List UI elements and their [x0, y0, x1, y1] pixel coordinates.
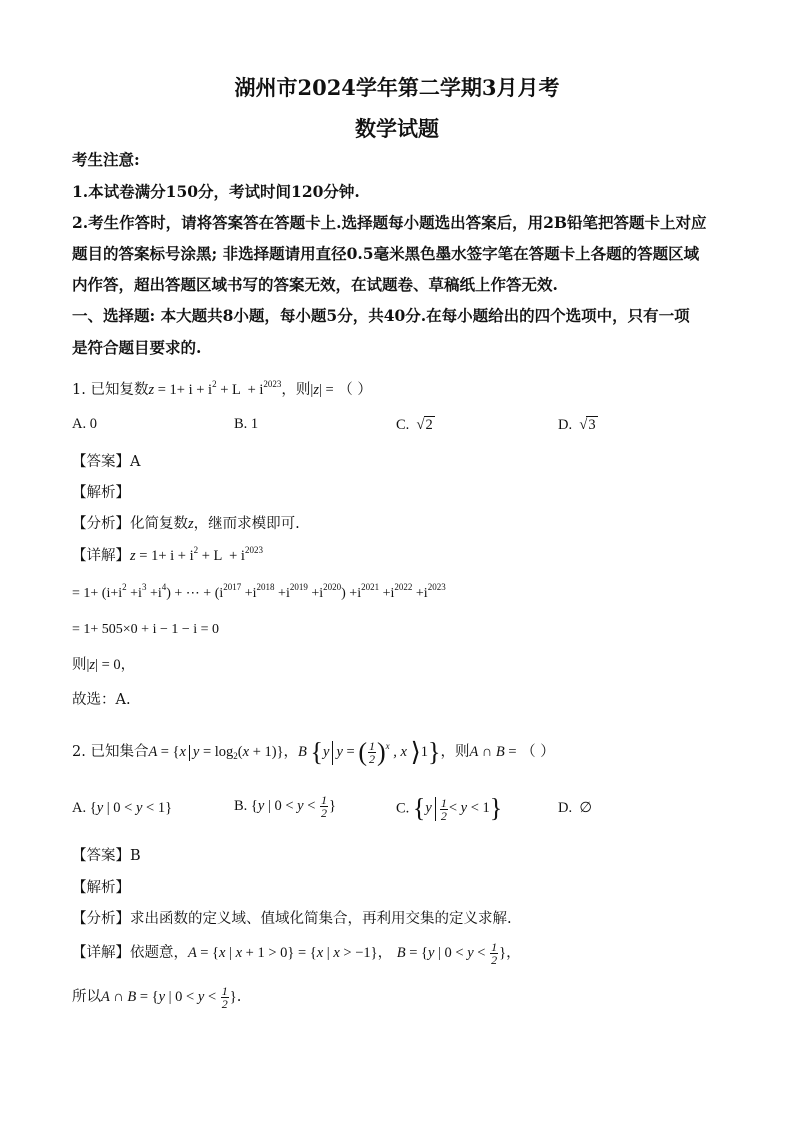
section-heading-line-2: 是符合题目要求的. [72, 338, 202, 357]
q1-option-d: D. √3 [558, 417, 596, 433]
q2-fenxi: 【分析】求出函数的定义域、值域化简集合，再利用交集的定义求解. [72, 911, 512, 927]
notice-item-1: 1.本试卷满分150分，考试时间120分钟. [72, 182, 360, 201]
notice-item-2-line-1: 2.考生作答时，请将答案答在答题卡上.选择题每小题选出答案后，用2B铅笔把答题卡上对应 [72, 213, 707, 232]
q1-formula: $z = 1+ i + i^2 + L + i^{2023}$ [148, 379, 282, 398]
q2-analysis-tag: 【解析】 [72, 880, 130, 896]
q2-detail: 【详解】依题意，A = {x | x + 1 > 0} = {x | x > −1}， B = {y | 0 < y < $\frac{1}{2}$ }， [72, 940, 521, 968]
exam-title: 湖州市2024学年第二学期3月月考 [234, 75, 560, 100]
q1-conclusion: 则|z| = 0， [72, 657, 136, 673]
notice-item-2-line-2: 题目的答案标号涂黑; 非选择题请用直径0.5毫米黑色墨水签字笔在答题卡上各题的答题区域 [72, 244, 700, 263]
q1-detail: 【详解】$z = 1+ i + i^2 + L + i^{2023}$ [72, 545, 263, 564]
notice-item-2-line-3: 内作答，超出答题区域书写的答案无效，在试题卷、草稿纸上作答无效. [72, 275, 558, 294]
section-heading-line-1: 一、选择题: 本大题共8小题，每小题5分，共40分.在每小题给出的四个选项中，只有一项 [72, 306, 690, 325]
q1-modulus: |z| = [310, 382, 334, 398]
q1-step-1: = $1+ (i+i^2 +i^3 +i^4)$ + ⋯ + $(i^{2017} +i^{2018} +i^{2019} +i^{2020}) +i^{2021} +i^{2022} +i^{2023}$ [72, 582, 446, 601]
q1-step-2: = 1+ 505×0 + i − 1 − i = 0 [72, 622, 220, 637]
q1-option-c: C. √2 [396, 417, 433, 433]
q1-analysis-tag: 【解析】 [72, 485, 130, 501]
q2-option-a: A. {y | 0 < y < 1} [72, 800, 173, 816]
q2-stem: 2. 已知集合A = {x $y = \log_2(x + 1)$}，B {y y = ( $\frac{1}{2}$ )$^x$ , x ⟩1}，则A ∩ B = （ ） [72, 737, 555, 767]
q1-option-a: A. 0 [72, 416, 97, 432]
q1-option-b: B. 1 [234, 416, 259, 432]
q1-answer: 【答案】A [72, 454, 141, 470]
notice-heading: 考生注意: [72, 150, 140, 169]
q2-option-d: D. ∅ [558, 800, 592, 816]
exam-subject: 数学试题 [355, 116, 439, 141]
q2-option-b: B. {y | 0 < y < $\frac{1}{2}$ } [234, 793, 337, 820]
q2-option-c: C. {y $\frac{1}{2}$ < y < 1} [396, 794, 503, 823]
q1-fenxi: 【分析】化简复数z，继而求模即可. [72, 516, 300, 532]
q1-choice: 故选：A. [72, 692, 131, 708]
q2-result: 所以A ∩ B = {y | 0 < y < $\frac{1}{2}$ }. [72, 984, 242, 1012]
q2-answer: 【答案】B [72, 848, 141, 864]
q1-stem: 1. 已知复数$z = 1+ i + i^2 + L + i^{2023}$，则|z| = （ ） [72, 379, 372, 398]
